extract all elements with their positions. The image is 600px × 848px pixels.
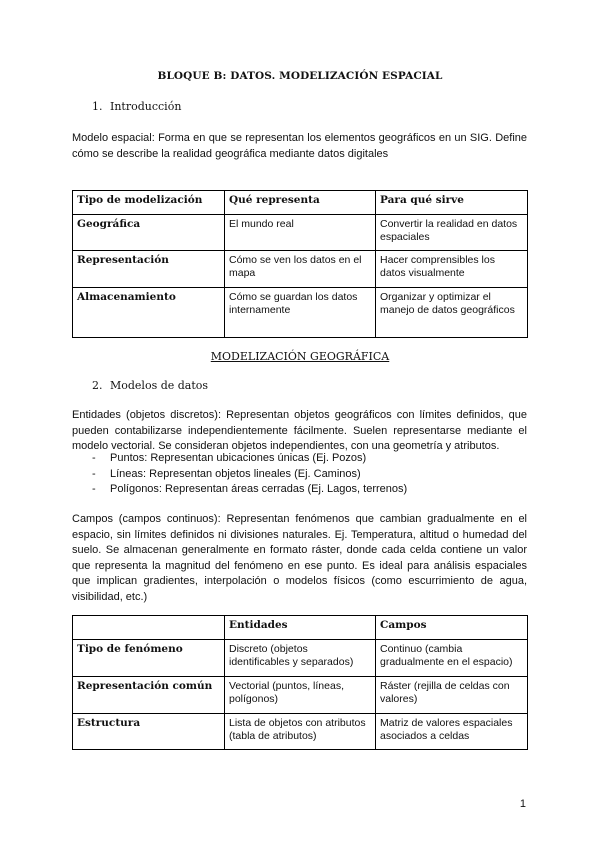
document-title: BLOQUE B: DATOS. MODELIZACIÓN ESPACIAL [157,70,443,82]
table-cell: Convertir la realidad en datos espaciales [376,215,528,251]
table-row [73,251,528,288]
table-header-row [73,191,528,215]
list-item: - Polígonos: Representan áreas cerradas (Ej. Lagos, terrenos) [92,482,407,498]
table-row-header: Almacenamiento [73,288,225,338]
table-header-cell: Qué representa [225,191,376,215]
section-heading-modelos [92,379,208,392]
table-cell: Discreto (objetos identificables y separados) [225,640,376,677]
section-heading-introduccion [92,100,181,113]
modelization-table [72,190,528,338]
table-row [73,215,528,251]
table-header-row [73,616,528,640]
table-cell: Vectorial (puntos, líneas, polígonos) [225,677,376,714]
table-cell: Organizar y optimizar el manejo de datos geográficos [376,288,528,338]
table-header-cell: Tipo de modelización [73,191,225,215]
section-number: 2. [92,379,103,392]
table-cell: Hacer comprensibles los datos visualmente [376,251,528,288]
table-row [73,288,528,338]
section-label: Modelos de datos [110,379,209,392]
table-row-header: Representación [73,251,225,288]
list-item: - Puntos: Representan ubicaciones únicas (Ej. Pozos) [92,451,407,467]
table-row-header: Geográfica [73,215,225,251]
table-header-cell: Campos [376,616,528,640]
table-cell: Cómo se ven los datos en el mapa [225,251,376,288]
subtitle-modelizacion-geografica [0,350,600,363]
table-row-header: Representación común [73,677,225,714]
table-row [73,640,528,677]
fields-paragraph: Campos (campos continuos): Representan fenómenos que cambian gradualmente en el espacio, sin límites definidos ni divisiones naturales. Ej. Temperatura, altitud o humedad del suelo. Se almacenan generalmente en formato ráster, donde cada celda contiene un valor que representa la magnitud del fenómeno en ese punto. Es ideal para análisis espaciales que implican gradientes, interpolación o modelos físicos (como escurrimiento de agua, visibilidad, etc.) [72,513,527,603]
entity-list [92,451,407,498]
entities-paragraph: Entidades (objetos discretos): Representan objetos geográficos con límites definidos, que pueden contabilizarse independientemente fácilmente. Suelen representarse mediante el modelo vectorial. Se consideran objetos independientes, con una geometría y atributos. [72,409,527,453]
table-row [73,677,528,714]
page-number: 1 [519,798,526,810]
table-header-cell: Para qué sirve [376,191,528,215]
table-header-cell: Entidades [225,616,376,640]
table-cell: Lista de objetos con atributos (tabla de atributos) [225,714,376,750]
intro-paragraph: Modelo espacial: Forma en que se representan los elementos geográficos en un SIG. Define cómo se describe la realidad geográfica mediante datos digitales [72,132,527,160]
table-cell: Ráster (rejilla de celdas con valores) [376,677,528,714]
table-cell: Cómo se guardan los datos internamente [225,288,376,338]
table-cell: Matriz de valores espaciales asociados a celdas [376,714,528,750]
section-label: Introducción [110,100,182,113]
subtitle-text: MODELIZACIÓN GEOGRÁFICA [210,350,390,363]
table-header-cell [73,616,225,640]
table-cell: Continuo (cambia gradualmente en el espacio) [376,640,528,677]
table-row-header: Tipo de fenómeno [73,640,225,677]
table-cell: El mundo real [225,215,376,251]
section-number: 1. [92,100,103,113]
table-row [73,714,528,750]
entities-fields-table [72,615,528,750]
table-row-header: Estructura [73,714,225,750]
list-item: - Líneas: Representan objetos lineales (Ej. Caminos) [92,467,407,483]
